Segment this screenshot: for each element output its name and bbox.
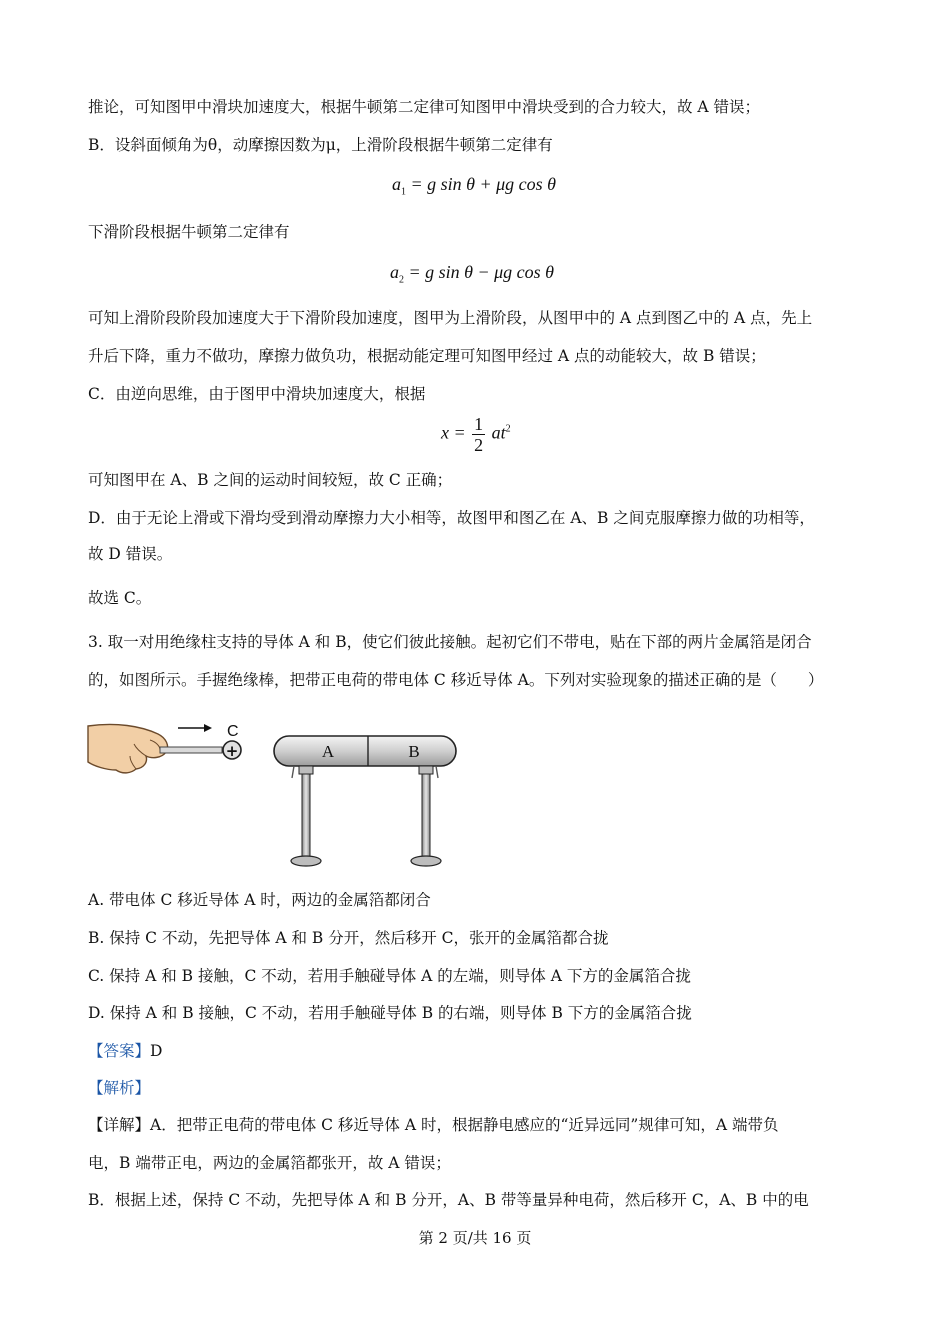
paragraph-1: 推论，可知图甲中滑块加速度大，根据牛顿第二定律可知图甲中滑块受到的合力较大，故 A 错误； <box>88 98 761 116</box>
option-c: C. 保持 A 和 B 接触，C 不动，若用手触碰导体 A 的左端，则导体 A 下方的金属箔合拢 <box>88 967 691 985</box>
detail-text-1: A．把带正电荷的带电体 C 移近导体 A 时，根据静电感应的“近异远同”规律可知，A 端带负 <box>150 1116 779 1134</box>
eq3-numerator: 1 <box>474 414 484 434</box>
plus-sign: + <box>225 742 239 760</box>
detail-line-3: B．根据上述，保持 C 不动，先把导体 A 和 B 分开，A、B 带等量异种电荷，然后移开 C，A、B 中的电 <box>88 1191 809 1209</box>
stand-left <box>291 766 321 866</box>
option-a: A. 带电体 C 移近导体 A 时，两边的金属箔都闭合 <box>88 891 431 909</box>
option-b: B. 保持 C 不动，先把导体 A 和 B 分开，然后移开 C，张开的金属箔都合拢 <box>88 929 609 947</box>
eq3-sup: 2 <box>505 423 511 435</box>
label-a: A <box>321 742 335 761</box>
detail-label: 【详解】 <box>88 1116 151 1134</box>
eq3-denominator: 2 <box>474 435 484 455</box>
arrow-right-icon <box>178 724 212 732</box>
paragraph-5: 升后下降，重力不做功，摩擦力做负功，根据动能定理可知图甲经过 A 点的动能较大，故 B 错误； <box>88 347 766 365</box>
detail-line-2: 电，B 端带正电，两边的金属箔都张开，故 A 错误； <box>88 1154 451 1172</box>
paragraph-8: D．由于无论上滑或下滑均受到滑动摩擦力大小相等，故图甲和图乙在 A、B 之间克服摩擦力做的功相等， <box>88 509 815 527</box>
answer-line <box>88 1041 162 1061</box>
paragraph-3: 下滑阶段根据牛顿第二定律有 <box>88 223 290 241</box>
insulating-rod <box>160 747 222 753</box>
paragraph-2: B．设斜面倾角为θ，动摩擦因数为μ，上滑阶段根据牛顿第二定律有 <box>88 136 553 154</box>
foil-b <box>436 766 438 778</box>
label-c: C <box>227 723 239 740</box>
label-b: B <box>408 742 420 761</box>
eq3-rhs: at <box>491 422 506 443</box>
answer-value: D <box>150 1042 163 1060</box>
eq3-lhs: x = <box>441 422 466 443</box>
foil-a <box>292 766 294 778</box>
page-footer: 第 2 页/共 16 页 <box>418 1229 532 1247</box>
paragraph-4: 可知上滑阶段阶段加速度大于下滑阶段加速度，图甲为上滑阶段，从图甲中的 A 点到图乙中的 A 点，先上 <box>88 309 813 327</box>
equation-1 <box>392 174 556 198</box>
paragraph-10: 故选 C。 <box>88 589 152 607</box>
electroscope-figure <box>86 712 466 877</box>
eq2-a: a <box>390 262 399 282</box>
question-line-1: 3. 取一对用绝缘柱支持的导体 A 和 B，使它们彼此接触。起初它们不带电，贴在下部的两片金属箔是闭合 <box>88 633 812 651</box>
eq1-rhs: = g sin θ + μg cos θ <box>410 174 557 194</box>
eq2-sub: 2 <box>399 274 404 286</box>
equation-3 <box>441 414 511 455</box>
paragraph-6: C．由逆向思维，由于图甲中滑块加速度大，根据 <box>88 385 426 403</box>
answer-label: 【答案】 <box>88 1042 151 1060</box>
stand-right <box>411 766 441 866</box>
eq1-a: a <box>392 174 401 194</box>
equation-2 <box>390 262 554 286</box>
question-line-2: 的，如图所示。手握绝缘棒，把带正电荷的带电体 C 移近导体 A。下列对实验现象的描述正确的是（ ） <box>88 671 824 689</box>
eq3-fraction <box>472 414 485 455</box>
paragraph-9: 故 D 错误。 <box>88 545 173 563</box>
paragraph-7: 可知图甲在 A、B 之间的运动时间较短，故 C 正确； <box>88 471 453 489</box>
hand-illustration <box>88 724 168 772</box>
analysis-label: 【解析】 <box>88 1079 151 1097</box>
conductors-ab <box>274 736 456 766</box>
eq2-rhs: = g sin θ − μg cos θ <box>408 262 555 282</box>
option-d: D. 保持 A 和 B 接触，C 不动，若用手触碰导体 B 的右端，则导体 B 下方的金属箔合拢 <box>88 1004 692 1022</box>
detail-line-1 <box>88 1115 778 1135</box>
eq1-sub: 1 <box>401 186 406 198</box>
